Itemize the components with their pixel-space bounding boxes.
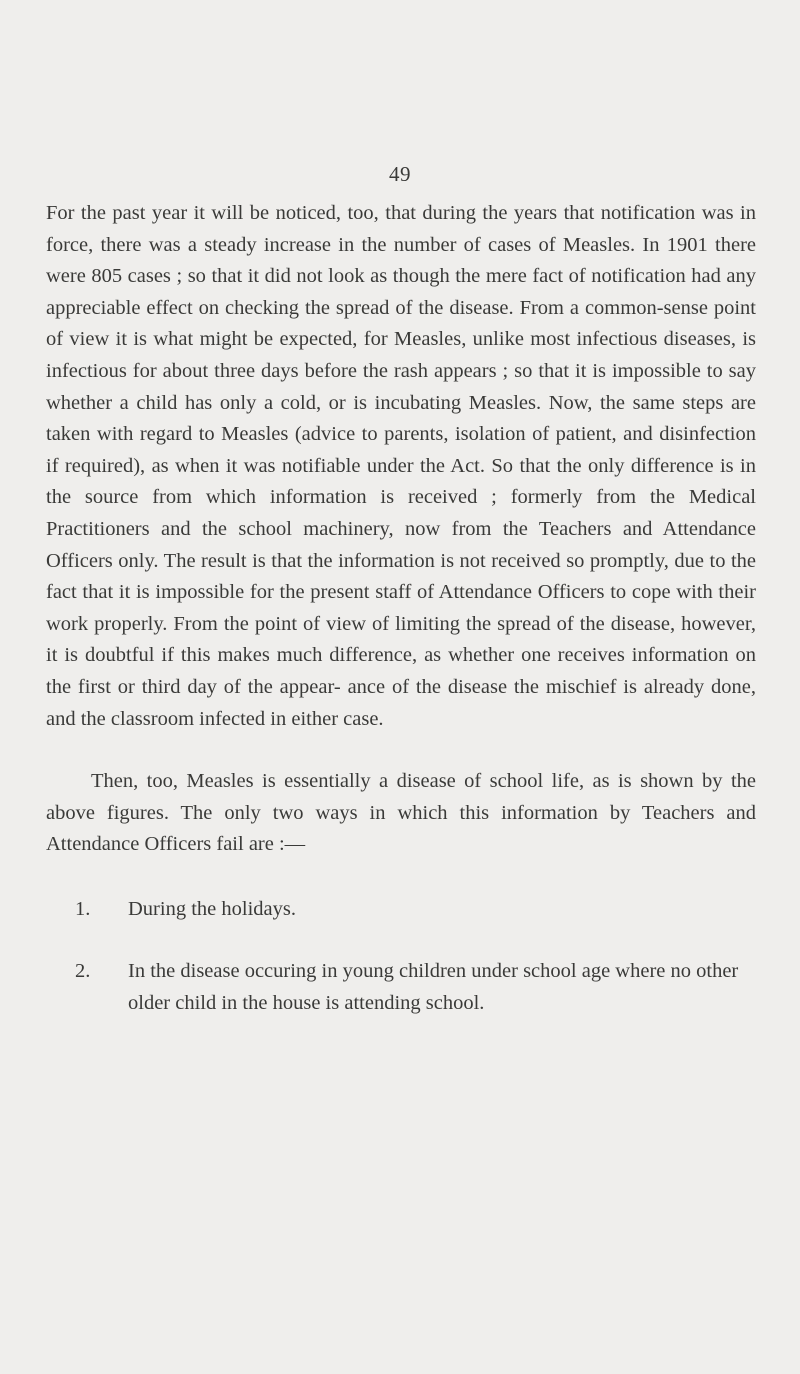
body-text: [46, 198, 756, 1020]
numbered-list: [46, 894, 756, 1020]
page-number: 49: [389, 162, 411, 186]
list-item-number: 1.: [75, 897, 91, 920]
paragraph-measles-notification: For the past year it will be noticed, too, that during the years that notification was in force, there was a steady increase in the number of cases of Measles. In 1901 there were 805 cases ; so that it did not look as though the mere fact of notification had any appreciable effect on checking the spread of the disease. From a common-sense point of view it is what might be expected, for Measles, unlike most infectious diseases, is infectious for about three days before the rash appears ; so that it is impossible to say whether a child has only a cold, or is incubating Measles. Now, the same steps are taken with regard to Measles (advice to parents, isolation of patient, and disinfection if required), as when it was notifiable under the Act. So that the only difference is in the source from which information is received ; formerly from the Medical Practitioners and the school machinery, now from the Teachers and Attendance Officers only. The result is that the information is not received so promptly, due to the fact that it is impossible for the present staff of Attendance Officers to cope with their work properly. From the point of view of limiting the spread of the disease, however, it is doubtful if this makes much difference, as whether one receives information on the first or third day of the appear- ance of the disease the mischief is already done, and the classroom infected in either case.: [46, 202, 756, 730]
list-item-text: During the holidays.: [128, 897, 296, 920]
paragraph-school-life: Then, too, Measles is essentially a disease of school life, as is shown by the above figures. The only two ways in which this information by Teachers and Attendance Officers fail are :—: [46, 770, 756, 856]
list-item: [46, 956, 756, 1019]
list-item: [46, 894, 756, 926]
list-item-text: In the disease occuring in young children under school age where no other older child in the house is attending school.: [128, 960, 739, 1015]
list-item-number: 2.: [75, 960, 91, 983]
